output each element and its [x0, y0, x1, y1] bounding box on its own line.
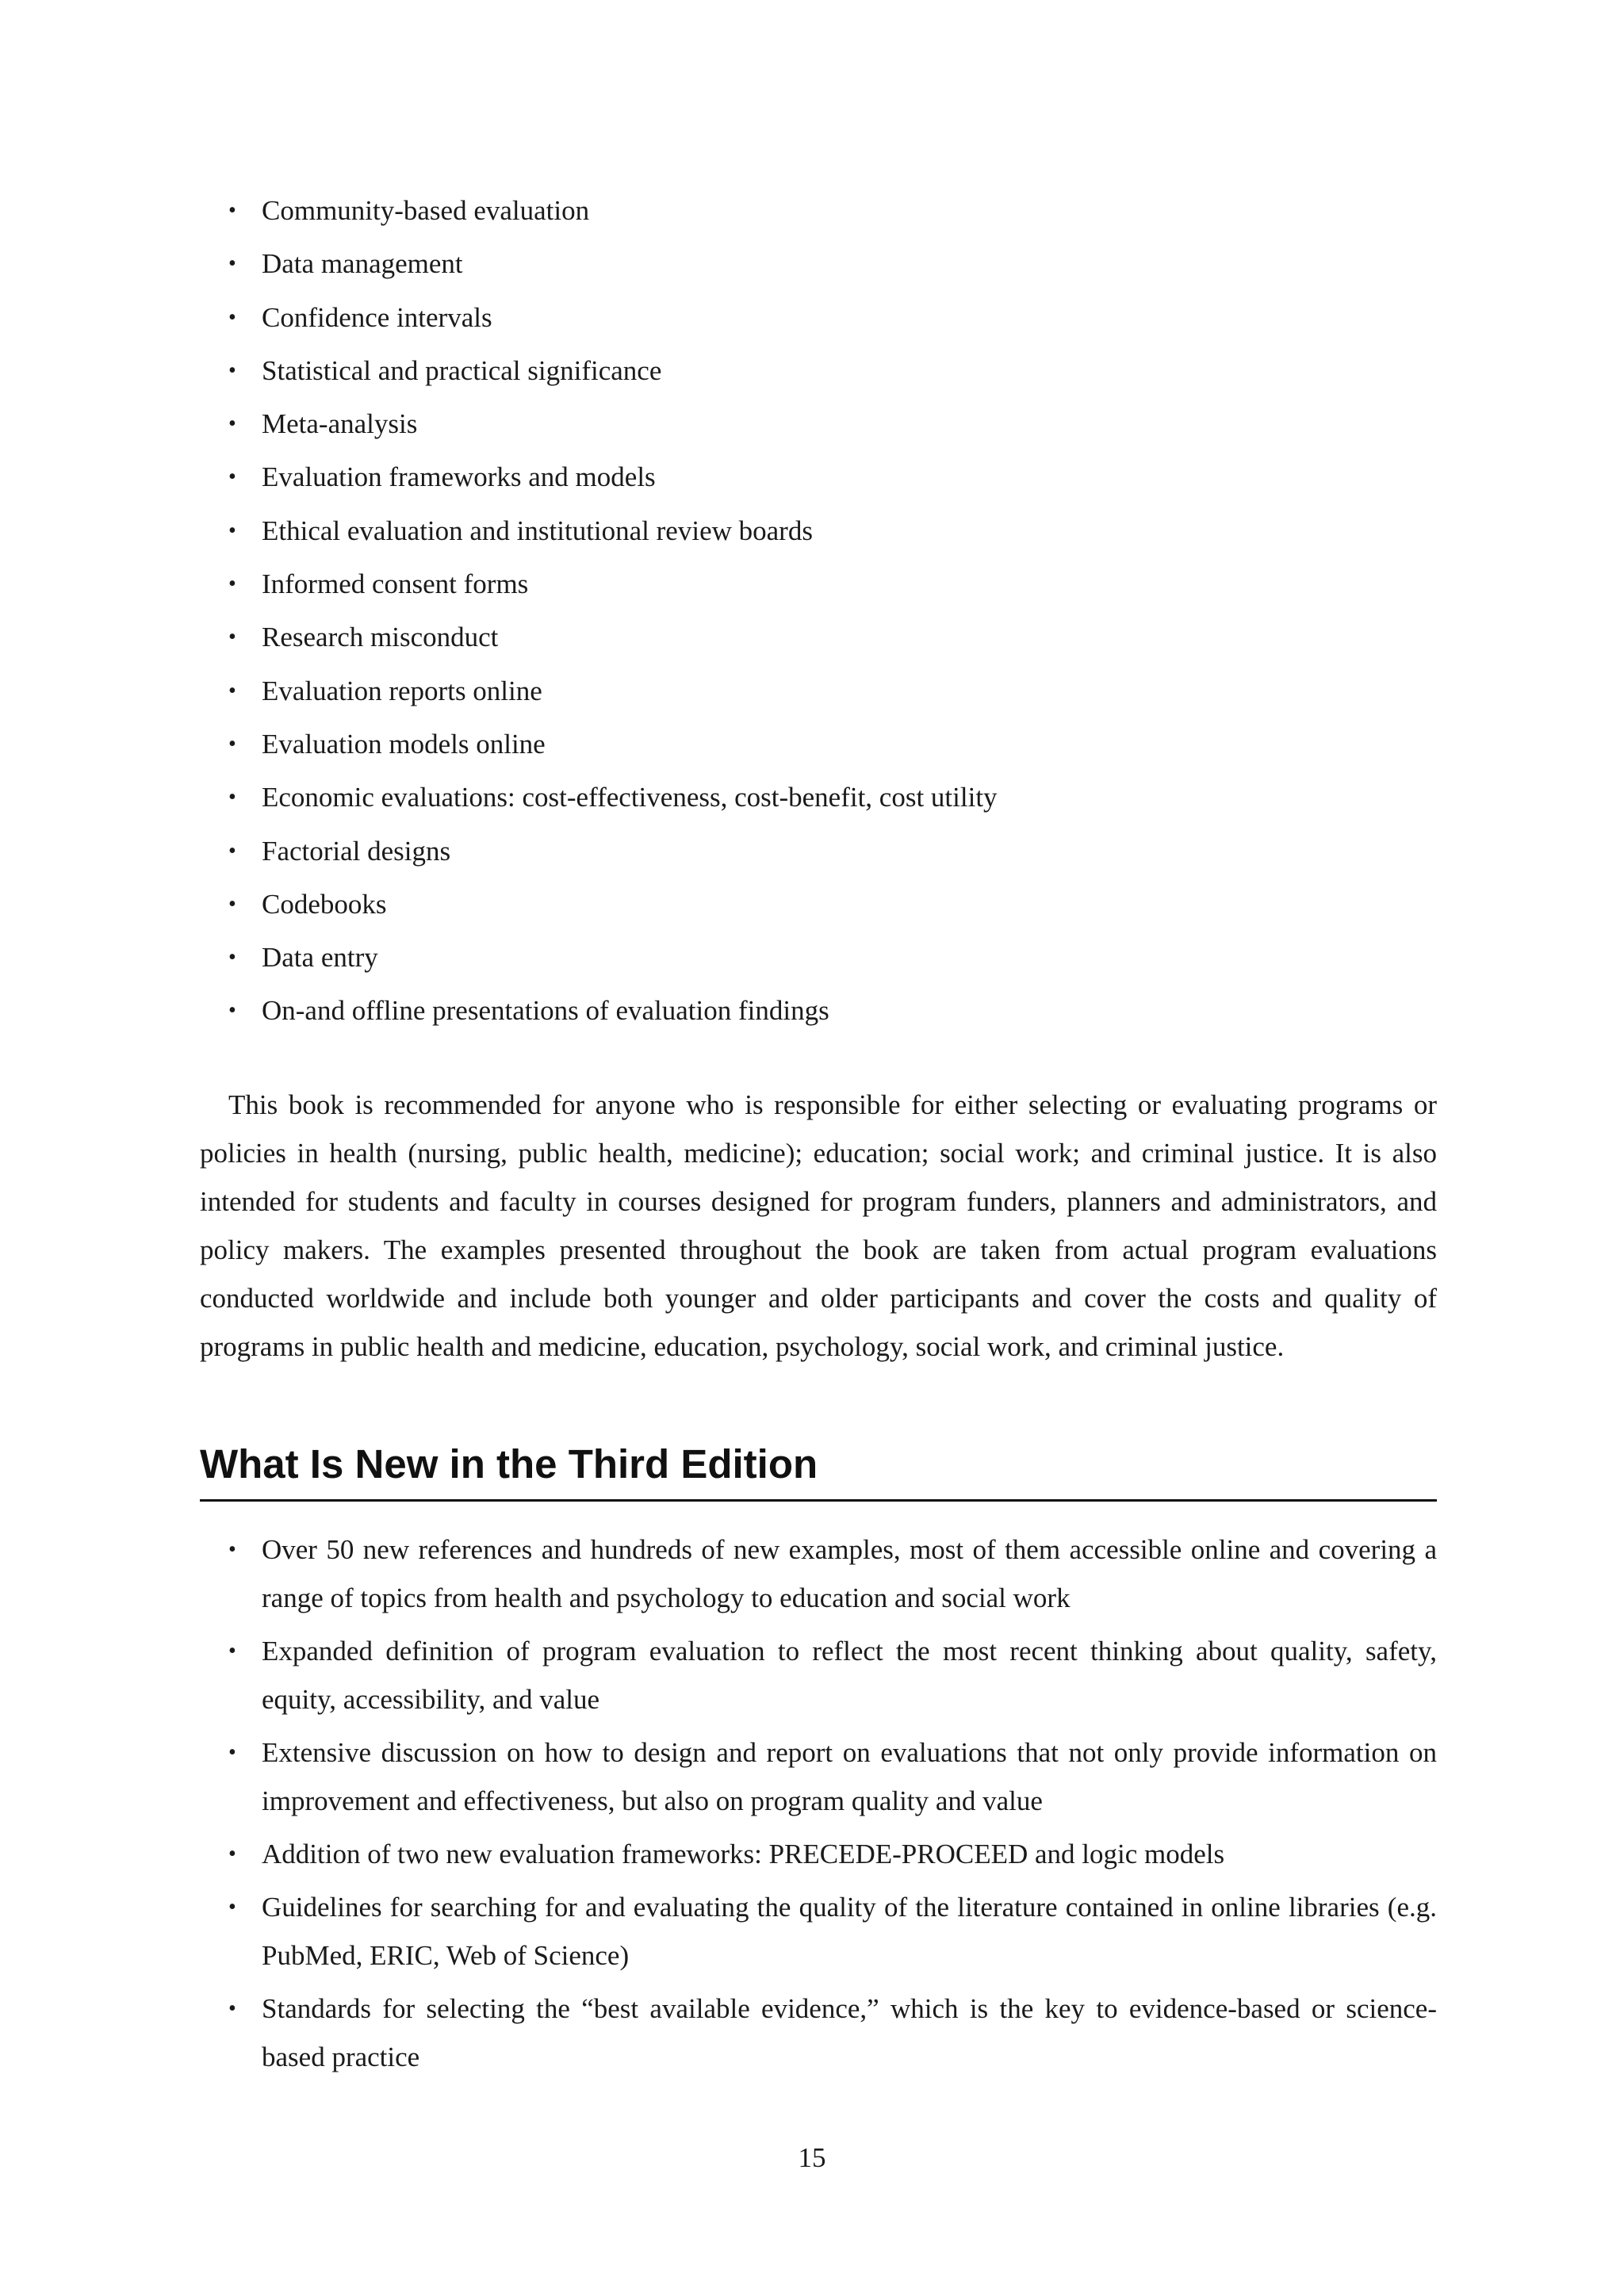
list-item-text: Expanded definition of program evaluation to reflect the most recent thinking about quality, safety, equity, accessibility, and value [262, 1635, 1437, 1715]
list-item-text: Statistical and practical significance [262, 354, 662, 386]
bullet-icon: • [228, 198, 236, 223]
list-item-text: Data management [262, 248, 463, 280]
page-number: 15 [798, 2142, 826, 2173]
list-item [200, 1728, 1437, 1825]
intro-paragraph: This book is recommended for anyone who is responsible for either selecting or evaluating programs or policies in health (nursing, public health, medicine); education; social work; and criminal justice. It is also intended for students and faculty in courses designed for program funders, planners and administrators, and policy makers. The examples presented throughout the book are taken from actual program evaluations conducted worldwide and include both younger and older participants and cover the costs and quality of programs in public health and medicine, education, psychology, social work, and criminal justice. [200, 1089, 1437, 1362]
list-item-text: Evaluation frameworks and models [262, 461, 656, 493]
bullet-icon: • [228, 1536, 236, 1562]
list-item [200, 610, 1437, 664]
list-item [200, 1984, 1437, 2081]
bullet-icon: • [228, 411, 236, 437]
list-item [200, 931, 1437, 984]
list-item-text: Guidelines for searching for and evaluating the quality of the literature contained in online libraries (e.g. PubMed, ERIC, Web of Science) [262, 1891, 1437, 1971]
bullet-icon: • [228, 1638, 236, 1663]
list-item [200, 1830, 1437, 1878]
list-item [200, 1883, 1437, 1980]
list-item [200, 1525, 1437, 1622]
bullet-icon: • [228, 891, 236, 916]
list-item [200, 450, 1437, 503]
list-item-text: Informed consent forms [262, 568, 529, 600]
list-item-text: Evaluation reports online [262, 675, 542, 706]
list-item-text: Standards for selecting the “best available evidence,” which is the key to evidence-based or science-based practice [262, 1992, 1437, 2072]
list-item-text: Confidence intervals [262, 301, 492, 333]
list-item-text: Evaluation models online [262, 728, 546, 760]
list-item-text: Codebooks [262, 888, 387, 920]
list-item-text: Ethical evaluation and institutional review boards [262, 515, 813, 546]
list-item [200, 718, 1437, 771]
list-item-text: Economic evaluations: cost-effectiveness, cost-benefit, cost utility [262, 782, 998, 813]
list-item [200, 237, 1437, 290]
bullet-icon: • [228, 358, 236, 383]
list-item [200, 984, 1437, 1037]
list-item [200, 1627, 1437, 1724]
list-item [200, 397, 1437, 450]
bullet-icon: • [228, 1894, 236, 1919]
list-item-text: Community-based evaluation [262, 195, 590, 226]
list-item [200, 878, 1437, 931]
bullet-icon: • [228, 998, 236, 1024]
list-item [200, 557, 1437, 610]
list-item-text: Addition of two new evaluation frameworks: PRECEDE-PROCEED and logic models [262, 1838, 1225, 1869]
section-heading: What Is New in the Third Edition [200, 1441, 1437, 1502]
new-features-list [200, 1525, 1437, 2081]
topic-list [200, 184, 1437, 1038]
bullet-icon: • [228, 251, 236, 277]
bullet-icon: • [228, 731, 236, 756]
bullet-icon: • [228, 625, 236, 650]
list-item-text: Extensive discussion on how to design and report on evaluations that not only provide information on improvement and effectiveness, but also on program quality and value [262, 1736, 1437, 1816]
bullet-icon: • [228, 1996, 236, 2021]
bullet-icon: • [228, 518, 236, 543]
list-item-text: On-and offline presentations of evaluation findings [262, 995, 829, 1027]
bullet-icon: • [228, 572, 236, 597]
bullet-icon: • [228, 304, 236, 330]
list-item [200, 504, 1437, 557]
list-item-text: Meta-analysis [262, 408, 418, 440]
list-item-text: Research misconduct [262, 622, 499, 653]
list-item-text: Factorial designs [262, 835, 451, 867]
list-item [200, 771, 1437, 824]
page-content [200, 184, 1437, 2086]
list-item [200, 184, 1437, 237]
list-item [200, 344, 1437, 397]
bullet-icon: • [228, 945, 236, 970]
bullet-icon: • [228, 678, 236, 703]
bullet-icon: • [228, 465, 236, 490]
bullet-icon: • [228, 785, 236, 810]
bullet-icon: • [228, 1841, 236, 1866]
list-item-text: Over 50 new references and hundreds of new examples, most of them accessible online and covering a range of topics from health and psychology to education and social work [262, 1533, 1437, 1613]
list-item [200, 664, 1437, 718]
list-item-text: Data entry [262, 942, 378, 974]
list-item [200, 825, 1437, 878]
list-item [200, 291, 1437, 344]
bullet-icon: • [228, 838, 236, 863]
bullet-icon: • [228, 1739, 236, 1765]
